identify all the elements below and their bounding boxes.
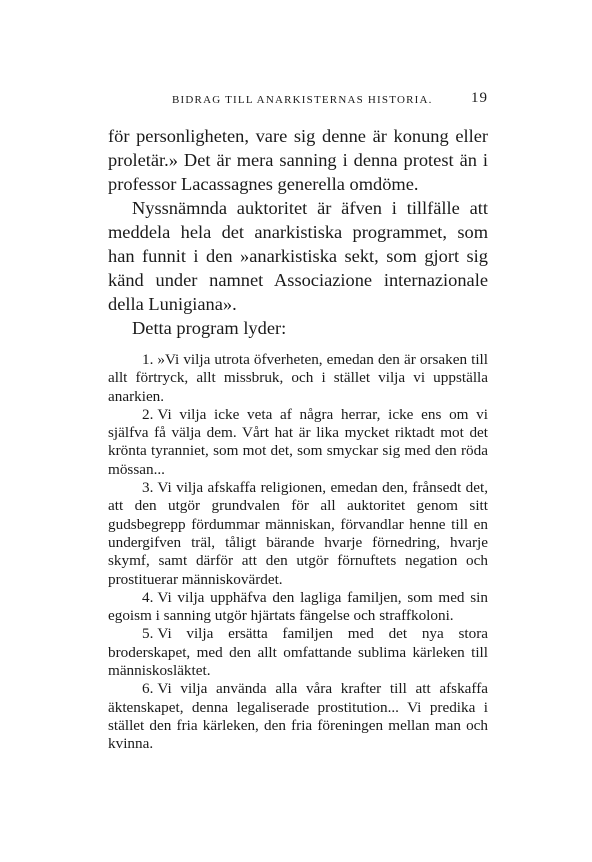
- body-text: [108, 124, 488, 340]
- program-item: [108, 479, 488, 589]
- page-number: 19: [471, 90, 488, 106]
- item-text: Vi vilja ersätta familjen med det nya stora broderskapet, med den allt omfattande sublima kärleken till människosläktet.: [108, 625, 488, 680]
- running-title: BIDRAG TILL ANARKISTERNAS HISTORIA.: [172, 94, 433, 106]
- item-text: Vi vilja afskaffa religionen, emedan den, frånsedt det, att den utgör grundvalen för all auktoritet genom sitt gudsbegrepp fördummar människan, förvandlar henne till en undergifven träl, tåligt bärande hvarje förnedring, hvarje skymf, samt därför att den utgör förnuftets negation och prostituerar människovärdet.: [108, 479, 488, 588]
- item-number: 3.: [142, 479, 154, 497]
- item-text: Vi vilja använda alla våra krafter till att afskaffa äktenskapet, denna legaliserade prostitution... Vi predika i stället den fria kärleken, den fria föreningen mellan man och kvinna.: [108, 680, 488, 753]
- item-number: 2.: [142, 405, 154, 423]
- item-number: 1.: [142, 351, 154, 368]
- program-item: [108, 680, 488, 753]
- item-number: 6.: [142, 680, 154, 698]
- program-list: [108, 351, 488, 754]
- item-text: Vi vilja icke veta af några herrar, icke ens om vi själfva få välja dem. Vårt hat är lika mycket riktadt mot det krönta tyranniet, som mot det, som smyckar sig med den röda mössan...: [108, 405, 488, 478]
- program-item: [108, 625, 488, 680]
- program-item: [108, 589, 488, 626]
- paragraph: Detta program lyder:: [132, 318, 287, 338]
- page-header: [108, 92, 488, 112]
- program-item: [108, 406, 488, 479]
- item-text: Vi vilja upphäfva den lagliga familjen, som med sin egoism i sanning utgör hjärtats fängelse och straffkoloni.: [108, 588, 488, 625]
- item-number: 4.: [142, 588, 154, 606]
- program-item: [108, 351, 488, 406]
- paragraph: Nyssnämnda auktoritet är äfven i tillfälle att meddela hela det anarkistiska programmet, som han funnit i den »anarkistiska sekt, som gjort sig känd under namnet Associazione internazionale della Lunigiana».: [108, 198, 488, 314]
- item-text: »Vi vilja utrota öfverheten, emedan den är orsaken till allt förtryck, allt missbruk, och i stället vilja vi uppställa anarkien.: [108, 351, 488, 405]
- paragraph: för personligheten, vare sig denne är konung eller proletär.» Det är mera sanning i denna protest än i professor Lacassagnes generella omdöme.: [108, 126, 488, 194]
- item-number: 5.: [142, 625, 154, 643]
